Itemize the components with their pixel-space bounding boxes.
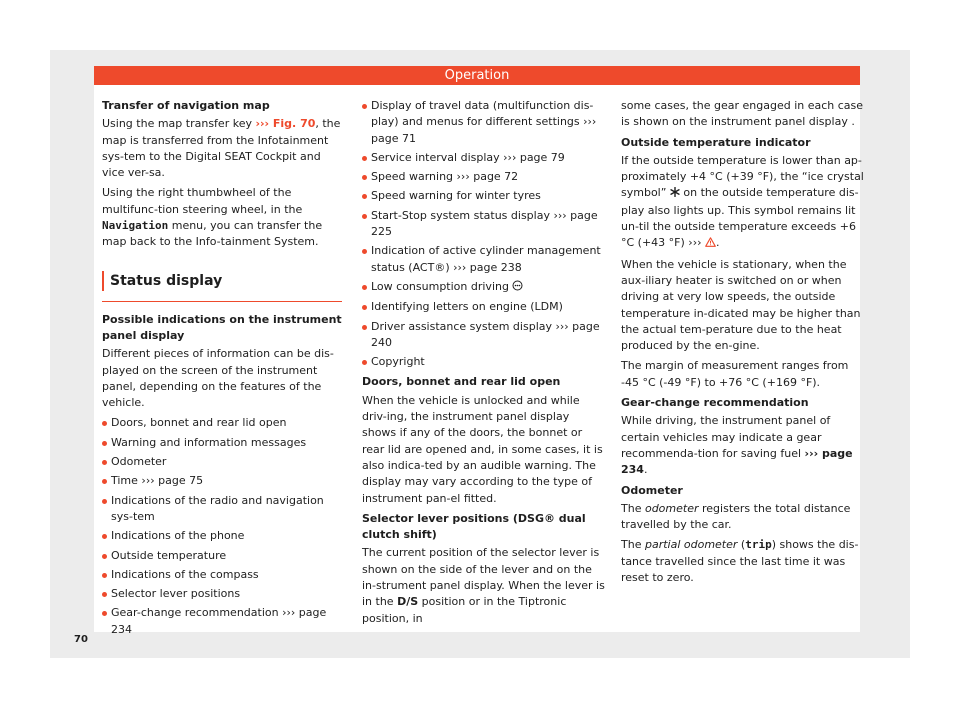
list-item: Start-Stop system status display ››› page 225	[362, 208, 606, 241]
gear-text	[621, 413, 865, 478]
text-span: Low consumption driving	[371, 279, 509, 293]
text-span: If the outside temperature is lower than ap-proximately +4 °C (+39 °F), the “ice crystal symbol”	[621, 153, 864, 200]
selector-text	[362, 545, 606, 626]
section-rule	[102, 301, 342, 302]
page-link[interactable]: ››› page 234	[621, 446, 853, 477]
list-item: Copyright	[362, 354, 606, 370]
odometer-term: odometer	[644, 501, 699, 515]
text-span: (	[737, 538, 746, 552]
ds-position-label: D/S	[397, 595, 419, 609]
column-3	[621, 98, 865, 590]
text-span: Using the right thumbwheel of the multifunc-tion steering wheel, in the	[102, 186, 303, 216]
possible-heading: Possible indications on the instrument panel display	[102, 312, 342, 342]
list-item: Indications of the phone	[102, 528, 346, 544]
text-span: The	[621, 501, 645, 515]
doors-heading: Doors, bonnet and rear lid open	[362, 375, 561, 389]
outside-paragraph-3: The margin of measurement ranges from -45 °C (-49 °F) to +76 °C (+169 °F).	[621, 359, 849, 389]
list-item: Indications of the radio and navigation sys-tem	[102, 493, 346, 526]
text-span: While driving, the instrument panel of certain vehicles may indicate a gear recommenda-tion for saving fuel	[621, 414, 831, 460]
eco-driving-icon	[512, 280, 523, 296]
text-span: The	[621, 538, 645, 552]
text-span: Using the map transfer key	[102, 117, 256, 131]
odometer-heading: Odometer	[621, 483, 683, 497]
text-span: The current position of the selector lever is shown on the side of the lever and on the in-strument panel display. When the lever is in the	[362, 546, 605, 609]
column-2	[362, 98, 606, 631]
list-item: Doors, bonnet and rear lid open	[102, 415, 346, 431]
indications-list-2	[362, 98, 606, 370]
gear-heading: Gear-change recommendation	[621, 396, 809, 410]
text-span: registers the total distance travelled by the car.	[621, 501, 851, 532]
text-span: on the outside temperature dis-play also lights up. This symbol remains lit un-til the outside temperature exceeds +6 °C (+43 °F) ›››	[621, 186, 859, 250]
navigation-menu-label: Navigation	[102, 219, 169, 233]
outside-paragraph-1: If the outside temperature is lower than ap-proximately +4 °C (+39 °F), the “ice crystal symbol” on the outside temperature dis-play also lights up. This symbol remains lit un-til the outside temperature exceeds +6 °C (+43 °F) ››› .	[621, 153, 865, 253]
text-span: position or in the Tiptronic position, in	[362, 595, 567, 625]
transfer-paragraph-1	[102, 116, 346, 181]
list-item: Selector lever positions	[102, 586, 346, 602]
list-item: Indications of the compass	[102, 567, 346, 583]
odometer-paragraph-2	[621, 537, 865, 586]
partial-odometer-term: partial odometer	[644, 538, 738, 552]
list-item: Time ››› page 75	[102, 473, 346, 489]
text-span: .	[643, 463, 648, 477]
list-item: Driver assistance system display ››› page 240	[362, 319, 606, 352]
selector-heading: Selector lever positions (DSG® dual clutch shift)	[362, 511, 586, 542]
list-item: Odometer	[102, 454, 346, 470]
page-header: Operation	[94, 66, 860, 85]
odometer-paragraph-1	[621, 501, 865, 534]
ice-crystal-icon	[670, 186, 680, 202]
list-item: Gear-change recommendation ››› page 234	[102, 605, 346, 638]
transfer-paragraph-2	[102, 185, 346, 250]
trip-label: trip	[745, 538, 772, 552]
warning-triangle-icon[interactable]	[705, 236, 716, 252]
continued-text: some cases, the gear engaged in each case is shown on the instrument panel display .	[621, 99, 864, 129]
list-item: Outside temperature	[102, 548, 346, 564]
list-item: Service interval display ››› page 79	[362, 150, 606, 166]
indications-list-1	[102, 415, 346, 638]
outside-heading: Outside temperature indicator	[621, 135, 811, 149]
column-1	[102, 98, 346, 642]
list-item-low-consumption	[362, 279, 606, 296]
page-number: 70	[74, 634, 88, 645]
list-item: Display of travel data (multifunction dis-play) and menus for different settings ››› page 71	[362, 98, 606, 147]
text-span: menu, you can transfer the map back to the Info-tainment System.	[102, 219, 323, 249]
list-item: Speed warning for winter tyres	[362, 188, 606, 204]
doors-text: When the vehicle is unlocked and while driv-ing, the instrument panel display shows if any of the doors, the bonnet or rear lid are opened and, in some cases, it is also indica-ted by an audible warning. The display may vary according to the type of instrument pan-el fitted.	[362, 393, 603, 505]
outside-paragraph-2: When the vehicle is stationary, when the aux-iliary heater is switched on or when driving at very low speeds, the outside temperature in-dicated may be higher than the actual tem-perature due to the heat produced by the en-gine.	[621, 257, 861, 353]
section-title: Status display	[102, 271, 346, 291]
figure-link[interactable]: ››› Fig. 70	[255, 117, 316, 131]
transfer-heading: Transfer of navigation map	[102, 99, 270, 112]
list-item: Identifying letters on engine (LDM)	[362, 299, 606, 315]
possible-intro: Different pieces of information can be dis-played on the screen of the instrument panel, depending on the features of the vehicle.	[102, 347, 334, 410]
list-item: Indication of active cylinder management status (ACT®) ››› page 238	[362, 243, 606, 276]
text-span: , the map is transferred from the Infotainment sys-tem to the Digital SEAT Cockpit and vice ver-sa.	[102, 117, 341, 180]
list-item: Speed warning ››› page 72	[362, 169, 606, 185]
text-span: ) shows the dis-tance travelled since the last time it was reset to zero.	[621, 538, 859, 585]
list-item: Warning and information messages	[102, 435, 346, 451]
